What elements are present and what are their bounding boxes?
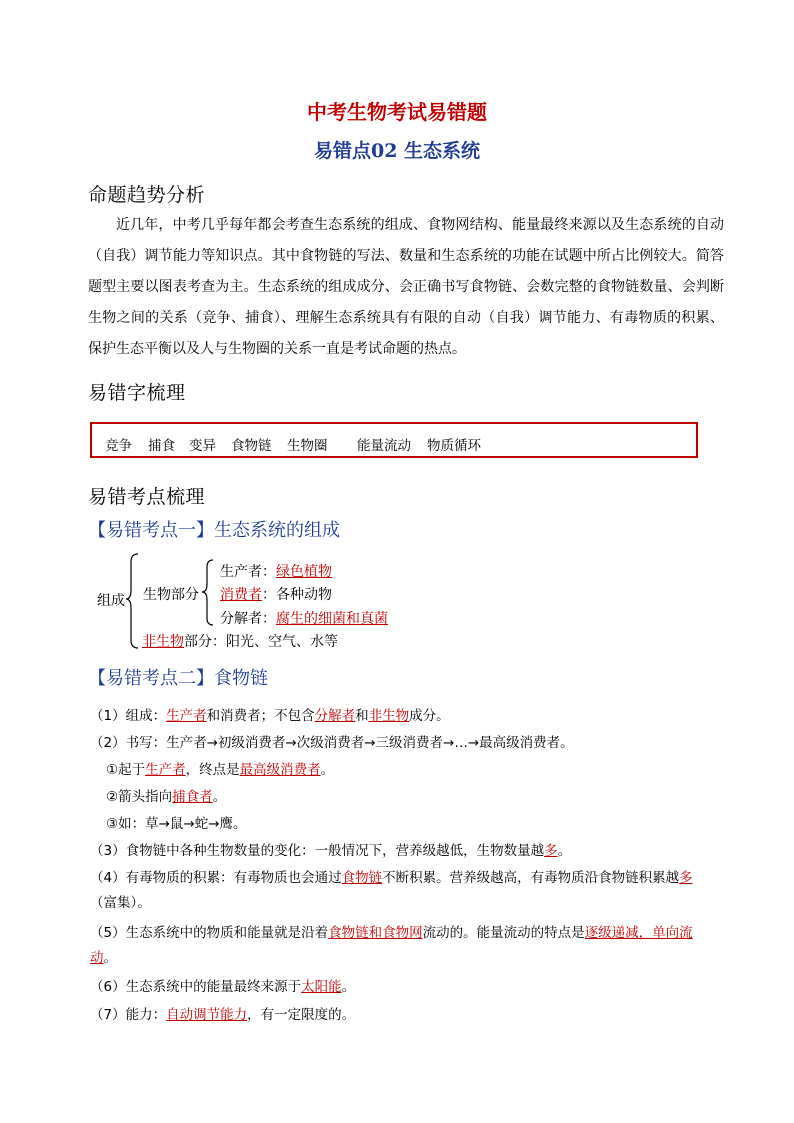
consumer-row: 消费者：各种动物: [220, 587, 332, 603]
page-title: 中考生物考试易错题: [307, 100, 487, 124]
word-item: 竞争: [105, 438, 132, 454]
list-item: ②箭头指向捕食者。: [106, 789, 227, 805]
decomposer-answer: 腐生的细菌和真菌: [276, 611, 388, 627]
consumer-term: 消费者: [220, 587, 262, 603]
left-brace-icon: [125, 552, 141, 650]
section-heading-words: 易错字梳理: [88, 382, 186, 404]
list-item-continued: 动。: [90, 950, 117, 966]
trend-paragraph: 近几年，中考几乎每年都会考查生态系统的组成、食物网结构、能量最终来源以及生态系统的自动（自我）调节能力等知识点。其中食物链的写法、数量和生态系统的功能在试题中所占比例较大。简答题型主要以图表考查为主。生态系统的组成成分、会正确书写食物链、会数完整的食物链数量、会判断生物之间的关系（竞争、捕食）、理解生态系统具有有限的自动（自我）调节能力、有毒物质的积累、保护生态平衡以及人与生物圈的关系一直是考试命题的热点。: [88, 217, 724, 357]
section-heading-points: 易错考点梳理: [88, 486, 206, 508]
list-item: （1）组成：生产者和消费者；不包含分解者和非生物成分。: [90, 708, 450, 724]
list-item: （7）能力：自动调节能力，有一定限度的。: [90, 1007, 356, 1023]
list-item: （4）有毒物质的积累：有毒物质也会通过食物链不断积累。营养级越高，有毒物质沿食物链积累越多: [90, 870, 693, 886]
word-item: 物质循环: [427, 438, 481, 454]
producer-answer: 绿色植物: [276, 564, 332, 580]
nonbio-term: 非生物: [142, 634, 184, 650]
page-subtitle: 易错点02 生态系统: [313, 140, 481, 162]
inner-brace-icon: [201, 558, 215, 628]
list-item: （2）书写：生产者→初级消费者→次级消费者→三级消费者→…→最高级消费者。: [90, 735, 574, 751]
point2-title: 【易错考点二】食物链: [88, 668, 268, 689]
word-item: 捕食: [148, 438, 175, 454]
list-item: ①起于生产者，终点是最高级消费者。: [106, 762, 335, 778]
list-item-continued: （富集）。: [90, 895, 151, 911]
list-item: （6）生态系统中的能量最终来源于太阳能。: [90, 979, 356, 995]
diagram-root: 组成: [97, 593, 125, 609]
word-item: 能量流动: [357, 438, 411, 454]
diagram-bio: 生物部分: [143, 587, 199, 603]
word-item: 食物链: [231, 438, 272, 454]
list-item: （3）食物链中各种生物数量的变化：一般情况下，营养级越低，生物数量越多。: [90, 843, 572, 859]
list-item: ③如：草→鼠→蛇→鹰。: [106, 816, 247, 832]
word-item: 生物圈: [287, 438, 328, 454]
word-item: 变异: [189, 438, 216, 454]
section-heading-trend: 命题趋势分析: [88, 184, 206, 206]
list-item: （5）生态系统中的物质和能量就是沿着食物链和食物网流动的。能量流动的特点是逐级递减，单向流: [90, 925, 693, 941]
nonbio-row: 非生物部分：阳光、空气、水等: [142, 634, 338, 650]
point1-title: 【易错考点一】生态系统的组成: [88, 520, 340, 541]
error-words-box: [90, 422, 698, 458]
producer-row: 生产者：绿色植物: [220, 564, 332, 580]
decomposer-row: 分解者：腐生的细菌和真菌: [220, 611, 388, 627]
